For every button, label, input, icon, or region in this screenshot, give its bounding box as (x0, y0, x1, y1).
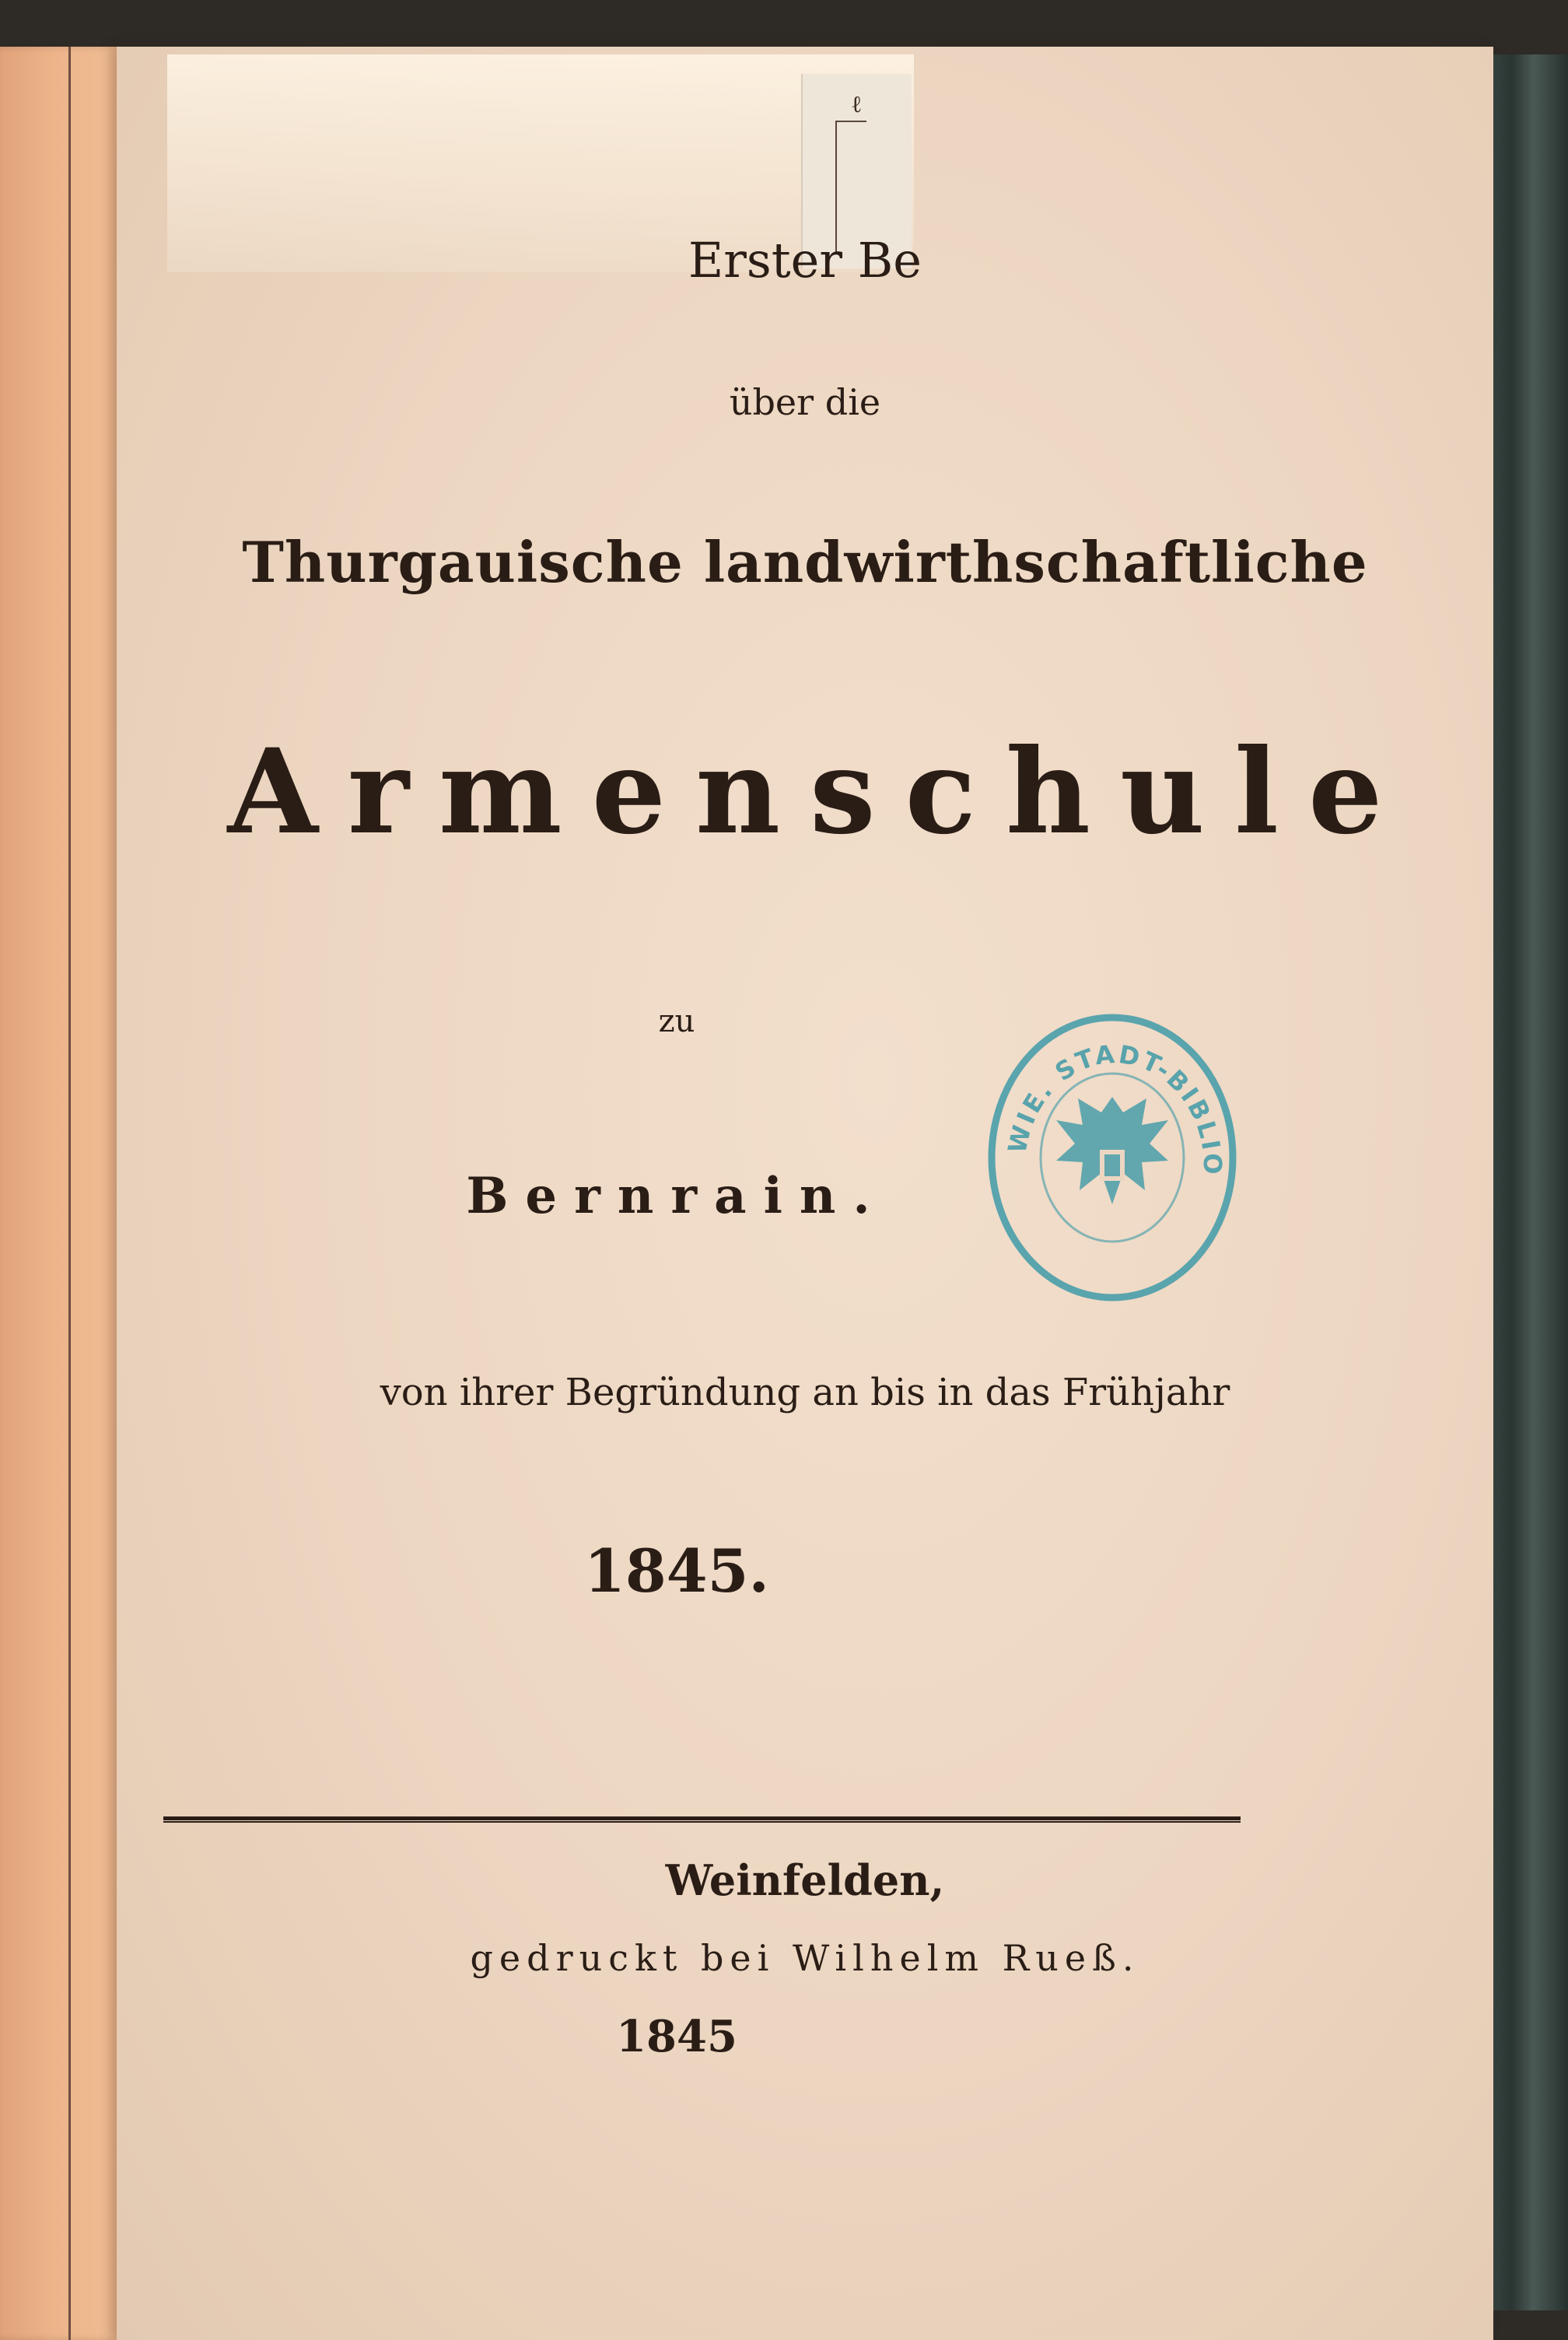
title-line-erster: Erster Be (688, 232, 922, 289)
library-stamp (978, 1004, 1247, 1311)
imprint-place: Weinfelden, (665, 1855, 945, 1905)
title-line-von-ihrer: von ihrer Begründung an bis in das Frühjahr (380, 1371, 1230, 1414)
slip-mark: ℓ (851, 91, 863, 118)
library-stamp-text: WIE. STADT-BIBLIO (1002, 1039, 1228, 1177)
imprint-rule (163, 1816, 1241, 1823)
title-line-thurgauische: Thurgauische landwirthschaftliche (242, 529, 1368, 595)
title-line-armenschule: Armenschule (227, 723, 1412, 860)
title-line-year: 1845. (584, 1536, 769, 1606)
imprint-printer: gedruckt bei Wilhelm Rueß. (470, 1937, 1140, 1979)
slip-tick (835, 121, 866, 122)
title-line-bernrain: Bernrain. (466, 1167, 887, 1225)
bleed-through (591, 436, 1369, 475)
imprint-year: 1845 (616, 2011, 737, 2062)
flyleaf-crease (68, 47, 71, 2340)
title-line-zu: zu (658, 1004, 695, 1039)
library-stamp-seal (978, 1004, 1247, 1311)
book-cover-edge (1482, 54, 1568, 2310)
eagle-emblem-icon (1056, 1097, 1168, 1204)
title-line-ueber-die: über die (729, 381, 881, 423)
